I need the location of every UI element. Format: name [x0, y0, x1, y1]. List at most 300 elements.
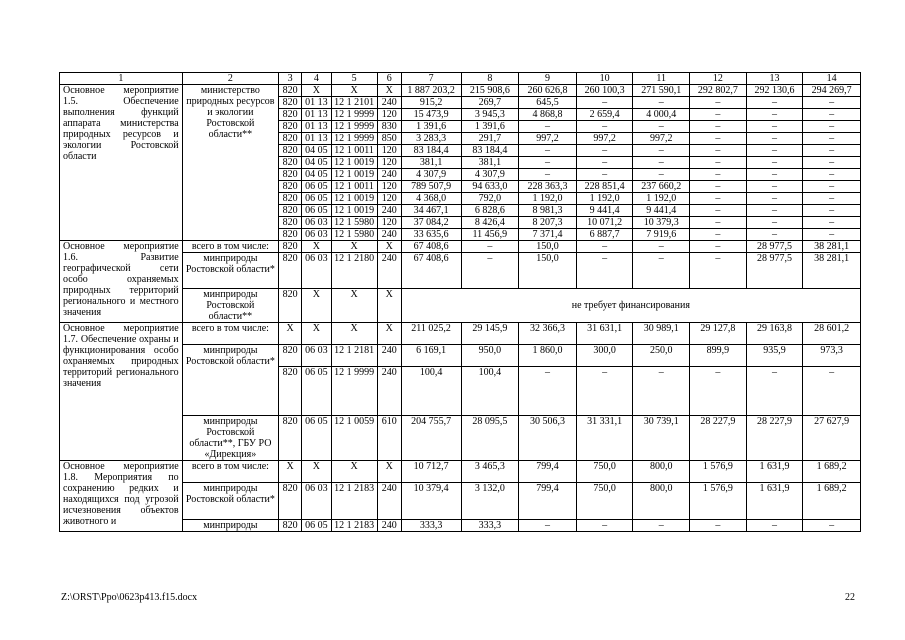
table-cell: 06 03 [302, 483, 331, 520]
table-cell: – [576, 157, 633, 169]
table-cell: – [633, 367, 690, 416]
table-cell: – [746, 109, 803, 121]
table-cell: 7 371,4 [519, 229, 577, 241]
table-cell: Х [302, 461, 331, 483]
table-cell: 30 989,1 [633, 323, 690, 345]
table-cell: – [690, 157, 747, 169]
table-cell: 31 331,1 [576, 416, 633, 461]
table-cell: 12 1 0059 [331, 416, 377, 461]
table-cell: 10 712,7 [401, 461, 461, 483]
table-cell: 820 [279, 483, 302, 520]
table-cell: – [803, 145, 861, 157]
header-cell: 3 [279, 73, 302, 85]
table-cell: – [746, 97, 803, 109]
table-cell: 06 03 [302, 253, 331, 289]
table-cell: 100,4 [461, 367, 519, 416]
table-cell: – [690, 229, 747, 241]
table-cell: 10 379,3 [633, 217, 690, 229]
table-cell: – [633, 241, 690, 253]
table-cell: 4 868,8 [519, 109, 577, 121]
table-cell: – [746, 217, 803, 229]
table-cell: – [803, 367, 861, 416]
table-cell: 8 207,3 [519, 217, 577, 229]
table-cell: 28 977,5 [746, 241, 803, 253]
table-cell: – [803, 121, 861, 133]
table-cell: – [576, 520, 633, 532]
table-cell: 12 1 0019 [331, 193, 377, 205]
table-cell: 333,3 [401, 520, 461, 532]
table-cell: 240 [377, 253, 401, 289]
table-cell: – [576, 367, 633, 416]
table-cell: 789 507,9 [401, 181, 461, 193]
table-cell: 12 1 2183 [331, 520, 377, 532]
table-cell: 820 [279, 157, 302, 169]
table-cell: 1 192,0 [576, 193, 633, 205]
table-cell: 04 05 [302, 157, 331, 169]
table-cell: 291,7 [461, 133, 519, 145]
table-cell: – [633, 97, 690, 109]
table-cell: 1 391,6 [461, 121, 519, 133]
header-cell: 12 [690, 73, 747, 85]
table-cell: 28 095,5 [461, 416, 519, 461]
table-cell: 799,4 [519, 461, 577, 483]
table-cell: – [576, 121, 633, 133]
table-cell: – [803, 181, 861, 193]
no-funding-note: не требует финансирования [401, 289, 860, 323]
table-cell: – [690, 109, 747, 121]
header-cell: 14 [803, 73, 861, 85]
table-cell: – [690, 133, 747, 145]
table-cell: – [690, 97, 747, 109]
table-cell: 6 887,7 [576, 229, 633, 241]
table-cell: 240 [377, 367, 401, 416]
table-cell: 06 05 [302, 193, 331, 205]
table-cell: Х [331, 241, 377, 253]
table-cell: 997,2 [633, 133, 690, 145]
table-cell: – [633, 145, 690, 157]
table-cell: 820 [279, 133, 302, 145]
table-cell: – [690, 145, 747, 157]
table-cell: 800,0 [633, 461, 690, 483]
table-cell: 997,2 [576, 133, 633, 145]
executor-cell: минприроды [182, 520, 278, 532]
table-cell: 12 1 0019 [331, 205, 377, 217]
table-cell: 333,3 [461, 520, 519, 532]
table-cell: 28 227,9 [746, 416, 803, 461]
table-cell: 12 1 0019 [331, 169, 377, 181]
table-cell: – [746, 157, 803, 169]
footer-file-path: Z:\ORST\Ppo\0623p413.f15.docx [61, 592, 198, 603]
activity-description: Основное мероприятие 1.8. Мероприятия по сохранению редких и находящихся под угрозой исчезновения объектов животного и [60, 461, 183, 532]
table-cell: 94 633,0 [461, 181, 519, 193]
table-cell: 271 590,1 [633, 85, 690, 97]
table-cell: 01 13 [302, 97, 331, 109]
executor-cell: всего в том числе: [182, 323, 278, 345]
table-cell: – [690, 205, 747, 217]
table-cell: 8 981,3 [519, 205, 577, 217]
table-cell: 04 05 [302, 169, 331, 181]
table-cell: 4 307,9 [461, 169, 519, 181]
table-cell: – [576, 145, 633, 157]
header-cell: 1 [60, 73, 183, 85]
table-cell: 250,0 [633, 345, 690, 367]
table-cell: 292 130,6 [746, 85, 803, 97]
table-cell: 06 05 [302, 520, 331, 532]
header-cell: 10 [576, 73, 633, 85]
table-cell: 292 802,7 [690, 85, 747, 97]
table-row [60, 241, 861, 253]
table-cell: – [633, 121, 690, 133]
table-cell: 30 506,3 [519, 416, 577, 461]
table-cell: – [519, 367, 577, 416]
table-cell: – [461, 253, 519, 289]
table-cell: 1 192,0 [633, 193, 690, 205]
table-cell: 01 13 [302, 109, 331, 121]
table-cell: 12 1 9999 [331, 121, 377, 133]
table-cell: 06 05 [302, 205, 331, 217]
table-cell: 240 [377, 97, 401, 109]
table-cell: 204 755,7 [401, 416, 461, 461]
table-cell: – [519, 157, 577, 169]
table-cell: 269,7 [461, 97, 519, 109]
table-cell: 800,0 [633, 483, 690, 520]
table-cell: 8 426,4 [461, 217, 519, 229]
table-cell: 240 [377, 205, 401, 217]
table-cell: 1 631,9 [746, 461, 803, 483]
table-cell: 211 025,2 [401, 323, 461, 345]
activity-description: Основное мероприятие 1.5. Обеспечение выполнения функций аппарата министерства природных ресурсов и экологии Ростовской области [60, 85, 183, 241]
table-cell: Х [279, 323, 302, 345]
table-cell: 820 [279, 121, 302, 133]
table-cell: – [746, 520, 803, 532]
table-cell: 2 659,4 [576, 109, 633, 121]
executor-cell: минприроды Ростовской области* [182, 483, 278, 520]
table-cell: 1 391,6 [401, 121, 461, 133]
table-cell: 830 [377, 121, 401, 133]
executor-cell: минприроды Ростовской области**, ГБУ РО «Дирекция» [182, 416, 278, 461]
table-cell: 100,4 [401, 367, 461, 416]
table-cell: 381,1 [401, 157, 461, 169]
table-cell: 150,0 [519, 253, 577, 289]
table-cell: 83 184,4 [401, 145, 461, 157]
table-cell: 792,0 [461, 193, 519, 205]
table-cell: – [803, 217, 861, 229]
table-cell: 915,2 [401, 97, 461, 109]
table-cell: 120 [377, 181, 401, 193]
table-cell: 37 084,2 [401, 217, 461, 229]
table-cell: 38 281,1 [803, 253, 861, 289]
table-cell: 820 [279, 241, 302, 253]
table-cell: – [519, 121, 577, 133]
table-cell: 215 908,6 [461, 85, 519, 97]
table-cell: 820 [279, 97, 302, 109]
table-cell: 29 163,8 [746, 323, 803, 345]
table-cell: 12 1 0011 [331, 181, 377, 193]
table-cell: – [690, 121, 747, 133]
table-cell: 12 1 0011 [331, 145, 377, 157]
table-cell: 820 [279, 345, 302, 367]
header-cell: 5 [331, 73, 377, 85]
table-cell: 4 368,0 [401, 193, 461, 205]
table-cell: 10 071,2 [576, 217, 633, 229]
table-cell: 610 [377, 416, 401, 461]
table-cell: 34 467,1 [401, 205, 461, 217]
table-cell: 935,9 [746, 345, 803, 367]
table-cell: – [690, 217, 747, 229]
table-cell: – [803, 205, 861, 217]
table-cell: – [803, 520, 861, 532]
table-cell: 29 145,9 [461, 323, 519, 345]
table-cell: 1 689,2 [803, 483, 861, 520]
table-cell: 240 [377, 520, 401, 532]
table-cell: 15 473,9 [401, 109, 461, 121]
table-cell: 240 [377, 483, 401, 520]
table-cell: 12 1 9999 [331, 133, 377, 145]
table-cell: 01 13 [302, 133, 331, 145]
table-cell: 799,4 [519, 483, 577, 520]
table-cell: 3 465,3 [461, 461, 519, 483]
table-cell: 294 269,7 [803, 85, 861, 97]
table-cell: 3 132,0 [461, 483, 519, 520]
table-cell: 3 283,3 [401, 133, 461, 145]
table-cell: – [633, 169, 690, 181]
table-cell: – [690, 181, 747, 193]
table-cell: – [803, 169, 861, 181]
table-cell: 645,5 [519, 97, 577, 109]
table-cell: – [803, 133, 861, 145]
table-cell: 1 192,0 [519, 193, 577, 205]
table-cell: 820 [279, 205, 302, 217]
table-cell: 31 631,1 [576, 323, 633, 345]
table-cell: Х [331, 323, 377, 345]
table-cell: 12 1 0019 [331, 157, 377, 169]
budget-table [59, 72, 861, 532]
table-cell: Х [302, 85, 331, 97]
table-cell: 06 03 [302, 217, 331, 229]
activity-description: Основное мероприятие 1.6. Развитие географической сети особо охраняемых природных территорий регионального и местного значения [60, 241, 183, 323]
table-cell: 67 408,6 [401, 241, 461, 253]
table-cell: – [746, 205, 803, 217]
header-cell: 11 [633, 73, 690, 85]
table-cell: 120 [377, 157, 401, 169]
table-cell: 120 [377, 193, 401, 205]
executor-cell: минприроды Ростовской области* [182, 345, 278, 416]
table-cell: 950,0 [461, 345, 519, 367]
table-cell: Х [377, 461, 401, 483]
table-cell: – [803, 109, 861, 121]
table-cell: 11 456,9 [461, 229, 519, 241]
table-cell: 38 281,1 [803, 241, 861, 253]
table-cell: – [746, 169, 803, 181]
table-cell: – [690, 253, 747, 289]
table-cell: 12 1 5980 [331, 217, 377, 229]
table-cell: 820 [279, 253, 302, 289]
table-cell: 820 [279, 109, 302, 121]
table-cell: 12 1 9999 [331, 109, 377, 121]
table-row [60, 461, 861, 483]
table-cell: 820 [279, 520, 302, 532]
table-cell: 32 366,3 [519, 323, 577, 345]
table-cell: 1 689,2 [803, 461, 861, 483]
table-cell: Х [302, 323, 331, 345]
table-cell: – [803, 193, 861, 205]
table-cell: – [746, 181, 803, 193]
table-cell: – [576, 169, 633, 181]
table-cell: – [746, 229, 803, 241]
table-cell: 04 05 [302, 145, 331, 157]
table-cell: 820 [279, 193, 302, 205]
table-cell: – [461, 241, 519, 253]
table-cell: 973,3 [803, 345, 861, 367]
table-cell: Х [377, 85, 401, 97]
table-cell: Х [377, 241, 401, 253]
table-cell: 1 576,9 [690, 483, 747, 520]
table-cell: 260 100,3 [576, 85, 633, 97]
table-cell: 820 [279, 416, 302, 461]
header-cell: 4 [302, 73, 331, 85]
table-cell: – [746, 121, 803, 133]
table-cell: 1 576,9 [690, 461, 747, 483]
table-cell: 820 [279, 181, 302, 193]
table-cell: Х [279, 461, 302, 483]
table-cell: 67 408,6 [401, 253, 461, 289]
table-cell: 381,1 [461, 157, 519, 169]
table-cell: – [746, 367, 803, 416]
table-cell: 06 05 [302, 367, 331, 416]
table-cell: 12 1 2101 [331, 97, 377, 109]
table-cell: 228 851,4 [576, 181, 633, 193]
header-cell: 8 [461, 73, 519, 85]
table-cell: 120 [377, 217, 401, 229]
table-cell: 4 307,9 [401, 169, 461, 181]
table-cell: – [519, 520, 577, 532]
activity-description: Основное мероприятие 1.7. Обеспечение охраны и функционирования особо охраняемых природных территорий регионального значения [60, 323, 183, 461]
table-cell: – [690, 169, 747, 181]
table-cell: Х [331, 461, 377, 483]
table-cell: 28 227,9 [690, 416, 747, 461]
table-cell: 12 1 5980 [331, 229, 377, 241]
table-cell: 1 860,0 [519, 345, 577, 367]
table-cell: 12 1 9999 [331, 367, 377, 416]
table-cell: 240 [377, 229, 401, 241]
table-cell: 30 739,1 [633, 416, 690, 461]
executor-cell: минприроды Ростовской области* [182, 253, 278, 289]
executor-cell: министерство природных ресурсов и экологии Ростовской области** [182, 85, 278, 241]
table-cell: 6 169,1 [401, 345, 461, 367]
table-cell: 820 [279, 367, 302, 416]
table-cell: 820 [279, 85, 302, 97]
table-cell: 12 1 2181 [331, 345, 377, 367]
table-cell: – [633, 520, 690, 532]
table-cell: 27 627,9 [803, 416, 861, 461]
table-cell: 12 1 2183 [331, 483, 377, 520]
table-cell: – [803, 97, 861, 109]
table-cell: Х [331, 85, 377, 97]
table-cell: 9 441,4 [576, 205, 633, 217]
table-cell: 820 [279, 229, 302, 241]
table-cell: – [519, 169, 577, 181]
table-cell: 240 [377, 345, 401, 367]
table-cell: – [576, 97, 633, 109]
table-cell: 240 [377, 169, 401, 181]
header-row [60, 73, 861, 85]
table-cell: – [746, 133, 803, 145]
header-cell: 6 [377, 73, 401, 85]
table-cell: 01 13 [302, 121, 331, 133]
header-cell: 2 [182, 73, 278, 85]
table-row [60, 323, 861, 345]
table-cell: 06 05 [302, 181, 331, 193]
table-cell: 06 03 [302, 345, 331, 367]
executor-cell: минприроды Ростовской области** [182, 289, 278, 323]
table-cell: 28 977,5 [746, 253, 803, 289]
table-cell: Х [302, 289, 331, 323]
table-cell: 4 000,4 [633, 109, 690, 121]
table-cell: Х [377, 323, 401, 345]
table-cell: 1 887 203,2 [401, 85, 461, 97]
document-page [59, 72, 861, 532]
footer-page-number: 22 [845, 592, 855, 603]
table-cell: – [803, 157, 861, 169]
table-cell: 150,0 [519, 241, 577, 253]
table-cell: 29 127,8 [690, 323, 747, 345]
table-cell: – [803, 229, 861, 241]
table-cell: 750,0 [576, 483, 633, 520]
table-cell: 228 363,3 [519, 181, 577, 193]
table-cell: 1 631,9 [746, 483, 803, 520]
table-cell: – [633, 253, 690, 289]
table-cell: 820 [279, 289, 302, 323]
table-cell: 06 03 [302, 229, 331, 241]
executor-cell: всего в том числе: [182, 461, 278, 483]
table-cell: 06 05 [302, 416, 331, 461]
table-cell: 750,0 [576, 461, 633, 483]
header-cell: 7 [401, 73, 461, 85]
table-cell: – [576, 241, 633, 253]
table-cell: 10 379,4 [401, 483, 461, 520]
table-cell: – [690, 520, 747, 532]
table-cell: 850 [377, 133, 401, 145]
table-row [60, 85, 861, 97]
table-cell: 6 828,6 [461, 205, 519, 217]
table-cell: 120 [377, 145, 401, 157]
table-cell: 7 919,6 [633, 229, 690, 241]
table-cell: Х [302, 241, 331, 253]
header-cell: 13 [746, 73, 803, 85]
table-cell: Х [331, 289, 377, 323]
table-cell: – [690, 367, 747, 416]
table-cell: Х [377, 289, 401, 323]
table-cell: 899,9 [690, 345, 747, 367]
table-cell: 997,2 [519, 133, 577, 145]
table-cell: 3 945,3 [461, 109, 519, 121]
table-cell: 237 660,2 [633, 181, 690, 193]
executor-cell: всего в том числе: [182, 241, 278, 253]
table-cell: – [746, 193, 803, 205]
table-cell: 820 [279, 169, 302, 181]
table-cell: – [519, 145, 577, 157]
table-cell: – [633, 157, 690, 169]
table-cell: – [690, 241, 747, 253]
table-cell: 33 635,6 [401, 229, 461, 241]
table-cell: – [746, 145, 803, 157]
table-cell: 120 [377, 109, 401, 121]
table-cell: 28 601,2 [803, 323, 861, 345]
table-cell: 300,0 [576, 345, 633, 367]
table-cell: – [576, 253, 633, 289]
table-cell: – [690, 193, 747, 205]
table-cell: 820 [279, 217, 302, 229]
